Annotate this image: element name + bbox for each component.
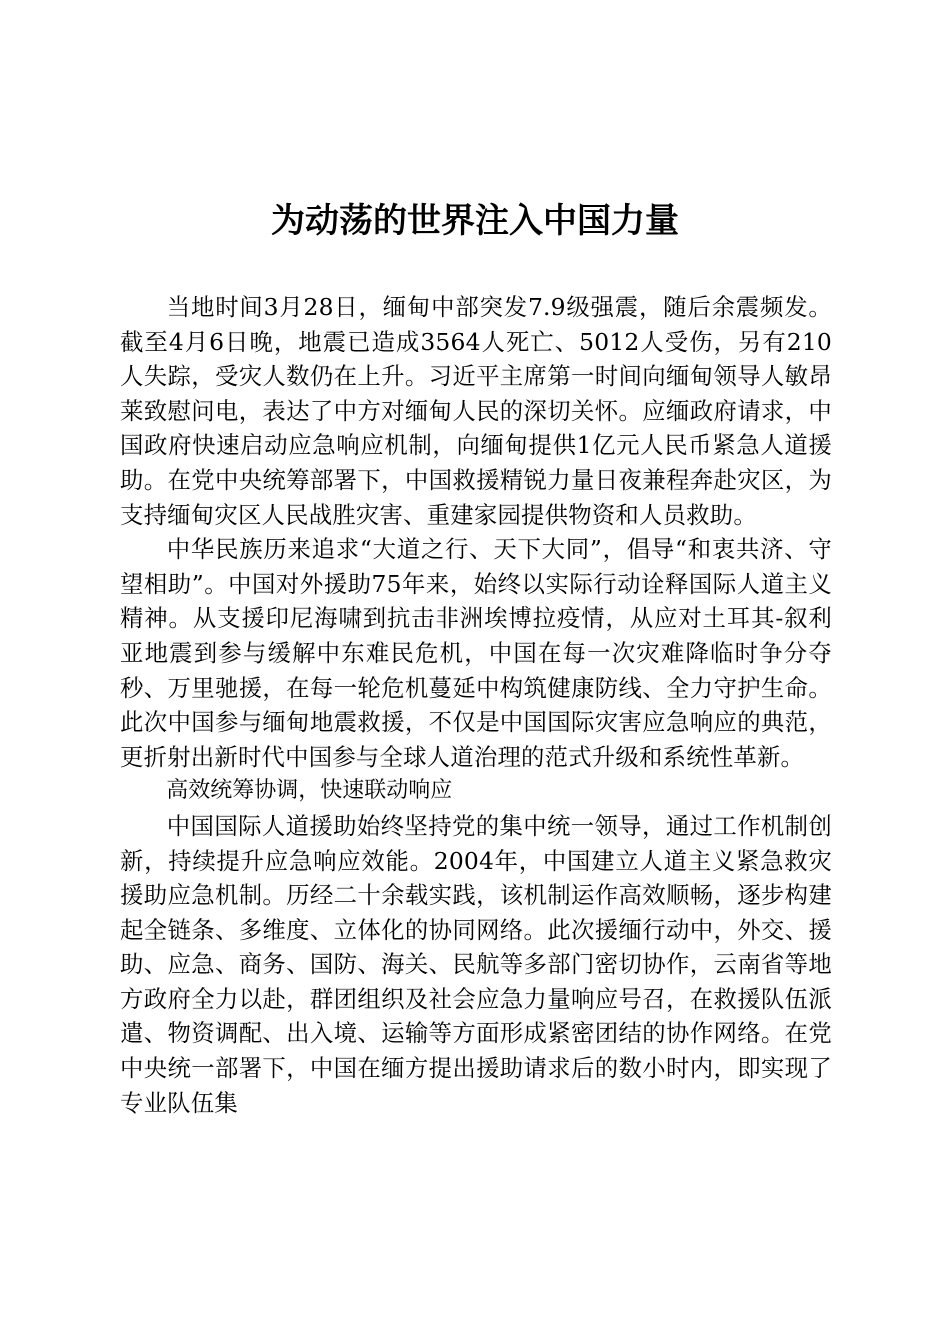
paragraph-3: 中国国际人道援助始终坚持党的集中统一领导，通过工作机制创新，持续提升应急响应效能。2004年，中国建立人道主义紧急救灾援助应急机制。历经二十余载实践，该机制运作高效顺畅，逐步构建起全链条、多维度、立体化的协同网络。此次援缅行动中，外交、援助、应急、商务、国防、海关、民航等多部门密切协作，云南省等地方政府全力以赴，群团组织及社会应急力量响应号召，在救援队伍派遣、物资调配、出入境、运输等方面形成紧密团结的协作网络。在党中央统一部署下，中国在缅方提出援助请求后的数小时内，即实现了专业队伍集	[120, 811, 832, 1117]
document-title: 为动荡的世界注入中国力量	[271, 201, 679, 241]
paragraph-2: 中华民族历来追求“大道之行、天下大同”，倡导“和衷共济、守望相助”。中国对外援助75年来，始终以实际行动诠释国际人道主义精神。从支援印尼海啸到抗击非洲埃博拉疫情，从应对土耳其-叙利亚地震到参与缓解中东难民危机，中国在每一次灾难降临时争分夺秒、万里驰援，在每一轮危机蔓延中构筑健康防线、全力守护生命。此次中国参与缅甸地震救援，不仅是中国国际灾害应急响应的典范，更折射出新时代中国参与全球人道治理的范式升级和系统性革新。	[120, 535, 832, 771]
section-heading: 高效统筹协调，快速联动响应	[166, 778, 453, 804]
paragraph-1: 当地时间3月28日，缅甸中部突发7.9级强震，随后余震频发。截至4月6日晚，地震已造成3564人死亡、5012人受伤，另有210人失踪，受灾人数仍在上升。习近平主席第一时间向缅甸领导人敏昂莱致慰问电，表达了中方对缅甸人民的深切关怀。应缅政府请求，中国政府快速启动应急响应机制，向缅甸提供1亿元人民币紧急人道援助。在党中央统筹部署下，中国救援精锐力量日夜兼程奔赴灾区，为支持缅甸灾区人民战胜灾害、重建家园提供物资和人员救助。	[120, 293, 832, 529]
article-body	[120, 290, 832, 1120]
